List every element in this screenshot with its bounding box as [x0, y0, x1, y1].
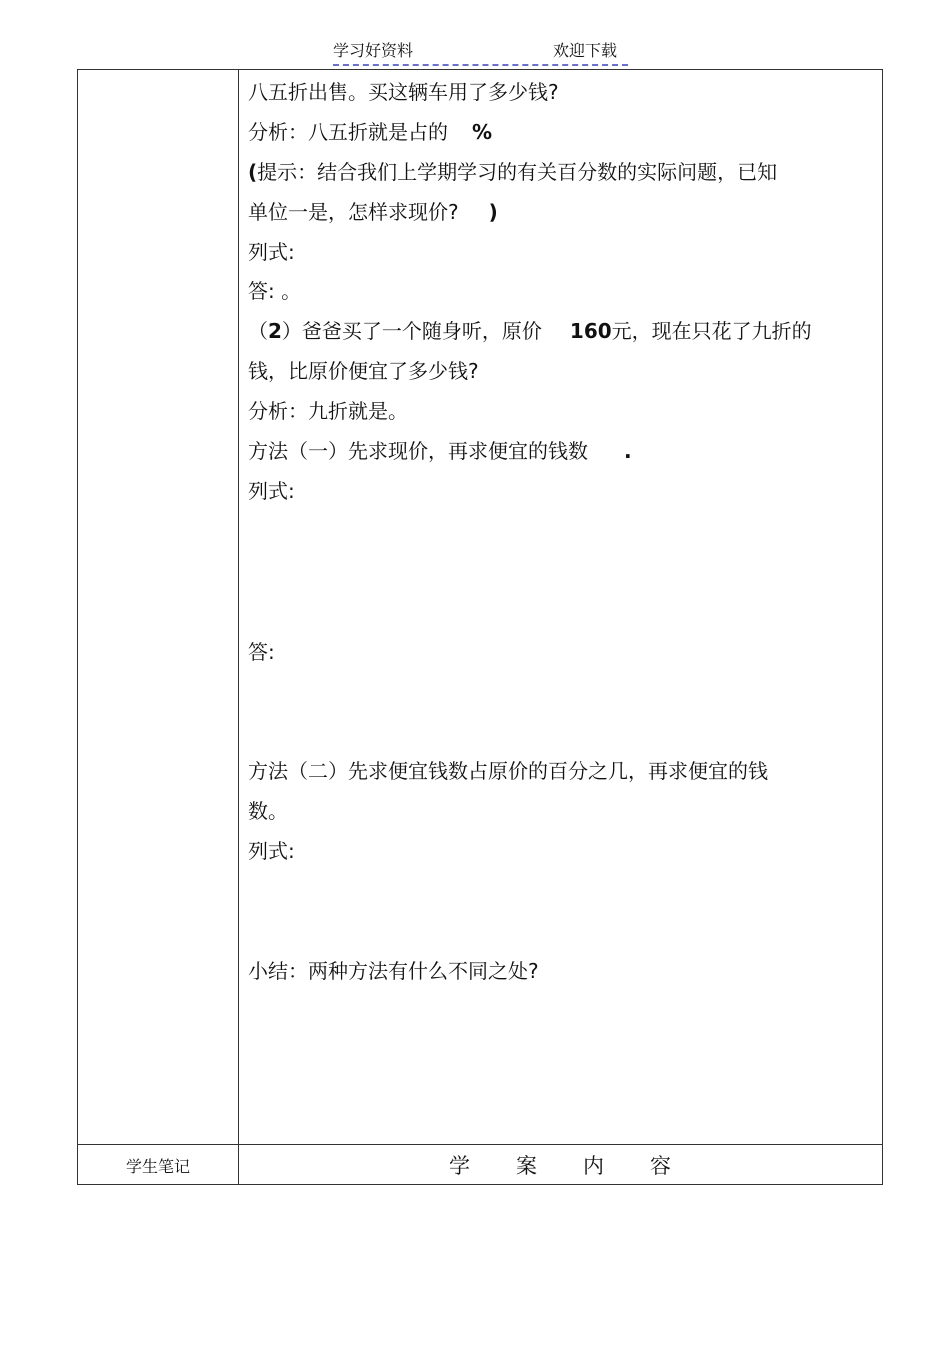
analysis-2-line: 分析：九折就是。 [248, 399, 408, 423]
method-1-period: . [624, 439, 632, 463]
problem-2-text: ）爸爸买了一个随身听，原价 [281, 319, 542, 343]
percent-sign: % [472, 120, 493, 144]
problem-2-price: 160 [569, 319, 612, 343]
answer-label: 答: 。 [248, 279, 302, 303]
formula-label: 列式: [248, 240, 295, 264]
analysis-line [248, 118, 492, 146]
method-2-line-2: 数。 [248, 799, 288, 823]
problem-2-text-2: 元，现在只花了九折的 [611, 319, 812, 343]
study-content-label: 学案内容 [449, 1154, 717, 1178]
header-underline [333, 64, 628, 66]
student-notes-label: 学生笔记 [125, 1157, 190, 1176]
problem-2-number: 2 [268, 319, 282, 343]
hint-text: 提示：结合我们上学期学习的有关百分数的实际问题，已知 [257, 160, 778, 184]
method-1-text: 方法（一）先求现价，再求便宜的钱数 [248, 439, 588, 463]
problem-2-line-2: 钱，比原价便宜了多少钱? [248, 359, 479, 383]
problem-2-open: （ [248, 319, 268, 343]
header-left-text: 学习好资料 [333, 41, 414, 60]
formula-label-3: 列式: [248, 839, 295, 863]
hint-open-paren: ( [248, 160, 258, 184]
answer-label-2: 答: [248, 640, 275, 664]
column-divider [238, 70, 239, 1184]
hint-text-2: 单位一是，怎样求现价? [248, 200, 459, 224]
method-1-line [248, 437, 632, 465]
page-header [0, 40, 950, 66]
method-2-line: 方法（二）先求便宜钱数占原价的百分之几，再求便宜的钱 [248, 759, 768, 783]
worksheet-table [77, 69, 883, 1185]
hint-line [248, 158, 777, 186]
hint-close-paren: ) [488, 200, 498, 224]
footer-row-divider [78, 1144, 882, 1145]
analysis-text: 分析：八五折就是占的 [248, 120, 448, 144]
summary-line: 小结：两种方法有什么不同之处? [248, 959, 539, 983]
hint-line-2 [248, 198, 498, 226]
header-right-text: 欢迎下载 [553, 41, 618, 60]
problem-text-line: 八五折出售。买这辆车用了多少钱? [248, 80, 559, 104]
formula-label-2: 列式: [248, 479, 295, 503]
problem-2-line [248, 317, 812, 345]
